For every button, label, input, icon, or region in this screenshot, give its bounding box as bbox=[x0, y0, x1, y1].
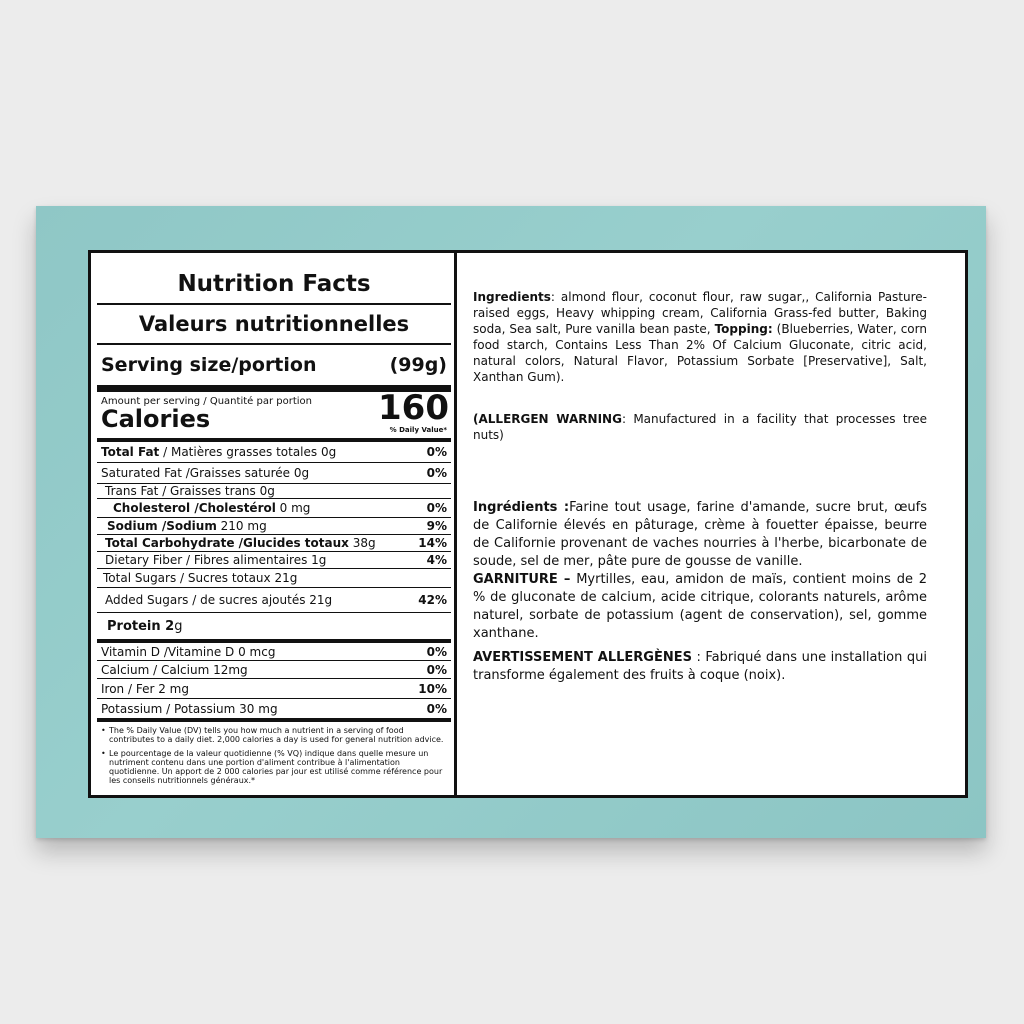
ingredients-en: Ingredients: almond flour, coconut flour, raw sugar,, California Pasture-raised eggs, Heavy whipping cream, California Grass-fed butter, Baking soda, Sea salt, Pure vanilla bean paste, Topping: (Blueberries, Water, corn food starch, Contains Less Than 2% Of Calcium Gluconate, citric acid, natural colors, Natural Flavor, Potassium Sorbate [Preservative], Salt, Xanthan Gum). bbox=[473, 290, 927, 384]
calories-value: 160 bbox=[378, 388, 449, 428]
vitamin-row: Calcium / Calcium 12mg 0% bbox=[97, 661, 451, 679]
calories-label: Calories bbox=[101, 405, 211, 433]
allergen-en: (ALLERGEN WARNING: Manufactured in a facility that processes tree nuts) bbox=[473, 412, 927, 442]
title-fr: Valeurs nutritionnelles bbox=[97, 305, 451, 345]
nutrient-row: Total Carbohydrate /Glucides totaux 38g 14% bbox=[97, 535, 451, 552]
nutrient-row: Trans Fat / Graisses trans 0g bbox=[97, 484, 451, 499]
nutrient-row: Saturated Fat /Graisses saturée 0g 0% bbox=[97, 463, 451, 484]
vitamin-row: Iron / Fer 2 mg 10% bbox=[97, 679, 451, 699]
amount-per-serving: Amount per serving / Quantité par portion bbox=[101, 396, 312, 407]
allergen-fr: AVERTISSEMENT ALLERGÈNES : Fabriqué dans une installation qui transforme également des fruits à coque (noix). bbox=[473, 650, 927, 683]
serving-size bbox=[97, 345, 451, 392]
nutrient-row: Cholesterol /Cholestérol 0 mg 0% bbox=[97, 499, 451, 518]
ingredients-panel bbox=[473, 289, 927, 685]
footnote-fr: • Le pourcentage de la valeur quotidienne (% VQ) indique dans quelle mesure un nutriment contenu dans une portion d'aliment contribue à l'alimentation quotidienne. Un apport de 2 000 calories par jour est utilisé comme référence pour les conseils nutritionnels généraux.* bbox=[101, 749, 449, 785]
serving-value: (99g) bbox=[389, 354, 447, 376]
protein-row: Protein 2g bbox=[97, 613, 451, 643]
footnote-en: • The % Daily Value (DV) tells you how much a nutrient in a serving of food contributes to a daily diet. 2,000 calories a day is used for general nutrition advice. bbox=[101, 726, 449, 744]
vitamin-row: Vitamin D /Vitamine D 0 mcg 0% bbox=[97, 643, 451, 661]
ingredients-fr: Ingrédients :Farine tout usage, farine d'amande, sucre brut, œufs de Californie élevés en pâturage, crème à fouetter épaisse, beurre de Californie provenant de vaches nourries à l'herbe, bicarbonate de soude, sel de mer, pâte pure de gousse de vanille. GARNITURE – Myrtilles, eau, amidon de maïs, contient moins de 2 % de gluconate de calcium, acide citrique, colorants naturels, arôme naturel, sorbate de potassium (agent de conservation), sel, gomme xanthane. bbox=[473, 500, 927, 641]
nutrition-label bbox=[88, 250, 968, 798]
nutrient-row: Dietary Fiber / Fibres alimentaires 1g 4% bbox=[97, 552, 451, 569]
calories-block bbox=[97, 388, 451, 442]
footnotes bbox=[97, 722, 451, 785]
daily-value-header: % Daily Value* bbox=[389, 426, 447, 434]
serving-label: Serving size/portion bbox=[101, 354, 317, 376]
title-en: Nutrition Facts bbox=[97, 259, 451, 305]
nutrient-row: Added Sugars / de sucres ajoutés 21g 42% bbox=[97, 588, 451, 613]
nutrient-row: Total Sugars / Sucres totaux 21g bbox=[97, 569, 451, 588]
vitamin-row: Potassium / Potassium 30 mg 0% bbox=[97, 699, 451, 722]
nutrition-facts-panel bbox=[91, 253, 457, 795]
nutrient-row: Total Fat / Matières grasses totales 0g 0% bbox=[97, 442, 451, 463]
nutrient-row: Sodium /Sodium 210 mg 9% bbox=[97, 518, 451, 535]
